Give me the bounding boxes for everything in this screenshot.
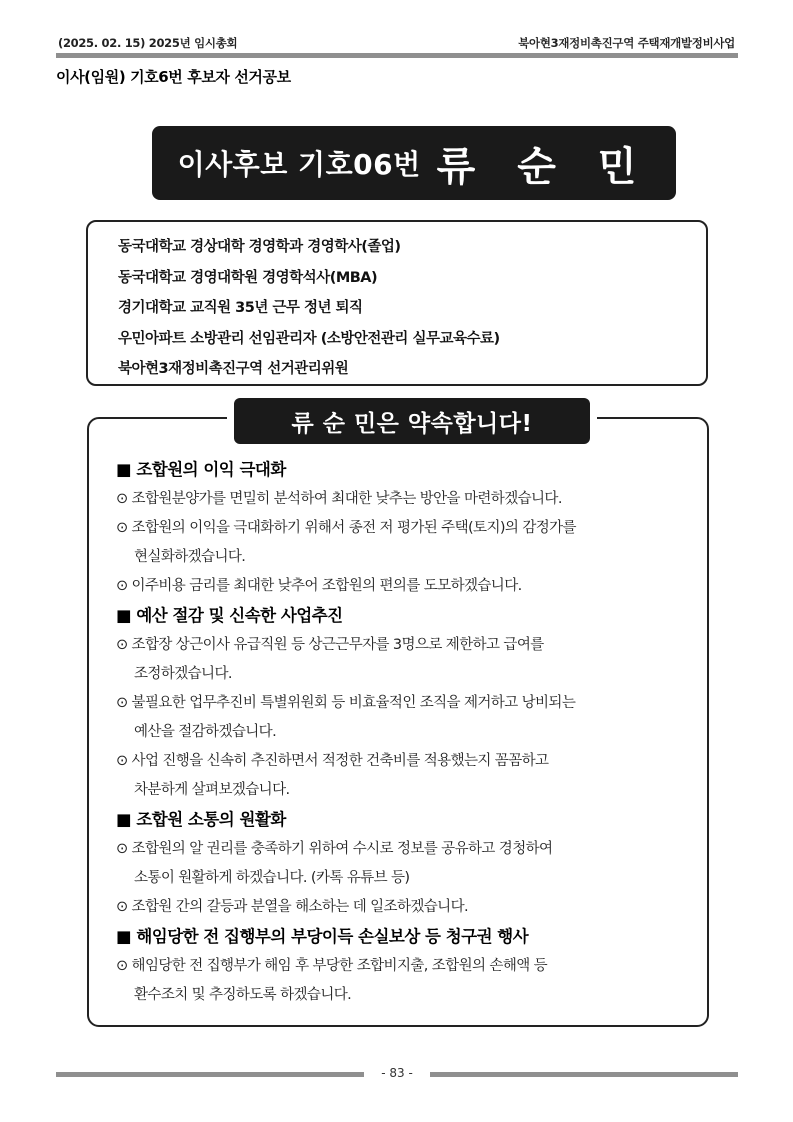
- promise-item-text: ⊙ 해임당한 전 집행부가 해임 후 부당한 조합비지출, 조합원의 손해액 등: [116, 958, 548, 974]
- promise-item-continuation: 현실화하겠습니다.: [134, 549, 246, 565]
- promise-item: [116, 893, 696, 922]
- header-meeting-info: (2025. 02. 15) 2025년 임시총회: [58, 36, 238, 50]
- promise-category-title: ■ 조합원 소통의 원활화: [116, 810, 286, 829]
- career-item: 경기대학교 교직원 35년 근무 정년 퇴직: [118, 300, 363, 316]
- promise-category-title: ■ 예산 절감 및 신속한 사업추진: [116, 606, 343, 625]
- promise-item-continuation: 환수조치 및 추징하도록 하겠습니다.: [134, 987, 352, 1003]
- promise-item-text: ⊙ 사업 진행을 신속히 추진하면서 적정한 건축비를 적용했는지 꼼꼼하고: [116, 753, 549, 769]
- promise-item: [116, 514, 696, 572]
- promise-item-text: ⊙ 이주비용 금리를 최대한 낮추어 조합원의 편의를 도모하겠습니다.: [116, 578, 522, 594]
- career-box: [86, 220, 708, 386]
- candidate-number: 이사후보 기호06번: [177, 148, 421, 181]
- promise-item-continuation: 조정하겠습니다.: [134, 666, 232, 682]
- promise-item: [116, 952, 696, 1010]
- promise-item-text: ⊙ 조합원 간의 갈등과 분열을 해소하는 데 일조하겠습니다.: [116, 899, 468, 915]
- header-rule: [56, 53, 738, 58]
- candidate-banner: [152, 126, 676, 200]
- promise-item-continuation: 예산을 절감하겠습니다.: [134, 724, 277, 740]
- promise-item-continuation: 차분하게 살펴보겠습니다.: [134, 782, 290, 798]
- promise-item: [116, 631, 696, 689]
- footer-rule-left: [56, 1072, 364, 1077]
- promise-item: [116, 689, 696, 747]
- promise-category-title: ■ 조합원의 이익 극대화: [116, 460, 286, 479]
- promise-item: [116, 485, 696, 514]
- promise-item: [116, 572, 696, 601]
- section-title: 이사(임원) 기호6번 후보자 선거공보: [56, 68, 291, 86]
- candidate-name: 류 순 민: [436, 143, 651, 190]
- promise-category-title: ■ 해임당한 전 집행부의 부당이득 손실보상 등 청구권 행사: [116, 927, 529, 946]
- promise-item-continuation: 소통이 원활하게 하겠습니다. (카톡 유튜브 등): [134, 870, 410, 886]
- promise-heading: 류 순 민은 약속합니다!: [234, 398, 590, 444]
- promise-item: [116, 835, 696, 893]
- promise-item-text: ⊙ 조합원의 알 권리를 충족하기 위하여 수시로 정보를 공유하고 경청하여: [116, 841, 553, 857]
- career-item: 우민아파트 소방관리 선임관리자 (소방안전관리 실무교육수료): [118, 330, 500, 347]
- promise-list: [116, 455, 696, 1010]
- promise-item-text: ⊙ 조합장 상근이사 유급직원 등 상근근무자를 3명으로 제한하고 급여를: [116, 637, 544, 653]
- career-item: 동국대학교 경영대학원 경영학석사(MBA): [118, 269, 378, 286]
- career-item: 북아현3재정비촉진구역 선거관리위원: [118, 361, 349, 377]
- promise-item: [116, 747, 696, 805]
- career-item: 동국대학교 경상대학 경영학과 경영학사(졸업): [118, 239, 401, 255]
- promise-item-text: ⊙ 불필요한 업무추진비 특별위원회 등 비효율적인 조직을 제거하고 낭비되는: [116, 695, 576, 711]
- header-project-name: 북아현3재정비촉진구역 주택재개발정비사업: [518, 36, 735, 50]
- promise-item-text: ⊙ 조합원의 이익을 극대화하기 위해서 종전 저 평가된 주택(토지)의 감정가를: [116, 520, 576, 536]
- page-number: - 83 -: [381, 1066, 413, 1080]
- promise-item-text: ⊙ 조합원분양가를 면밀히 분석하여 최대한 낮추는 방안을 마련하겠습니다.: [116, 491, 562, 507]
- footer-rule-right: [430, 1072, 738, 1077]
